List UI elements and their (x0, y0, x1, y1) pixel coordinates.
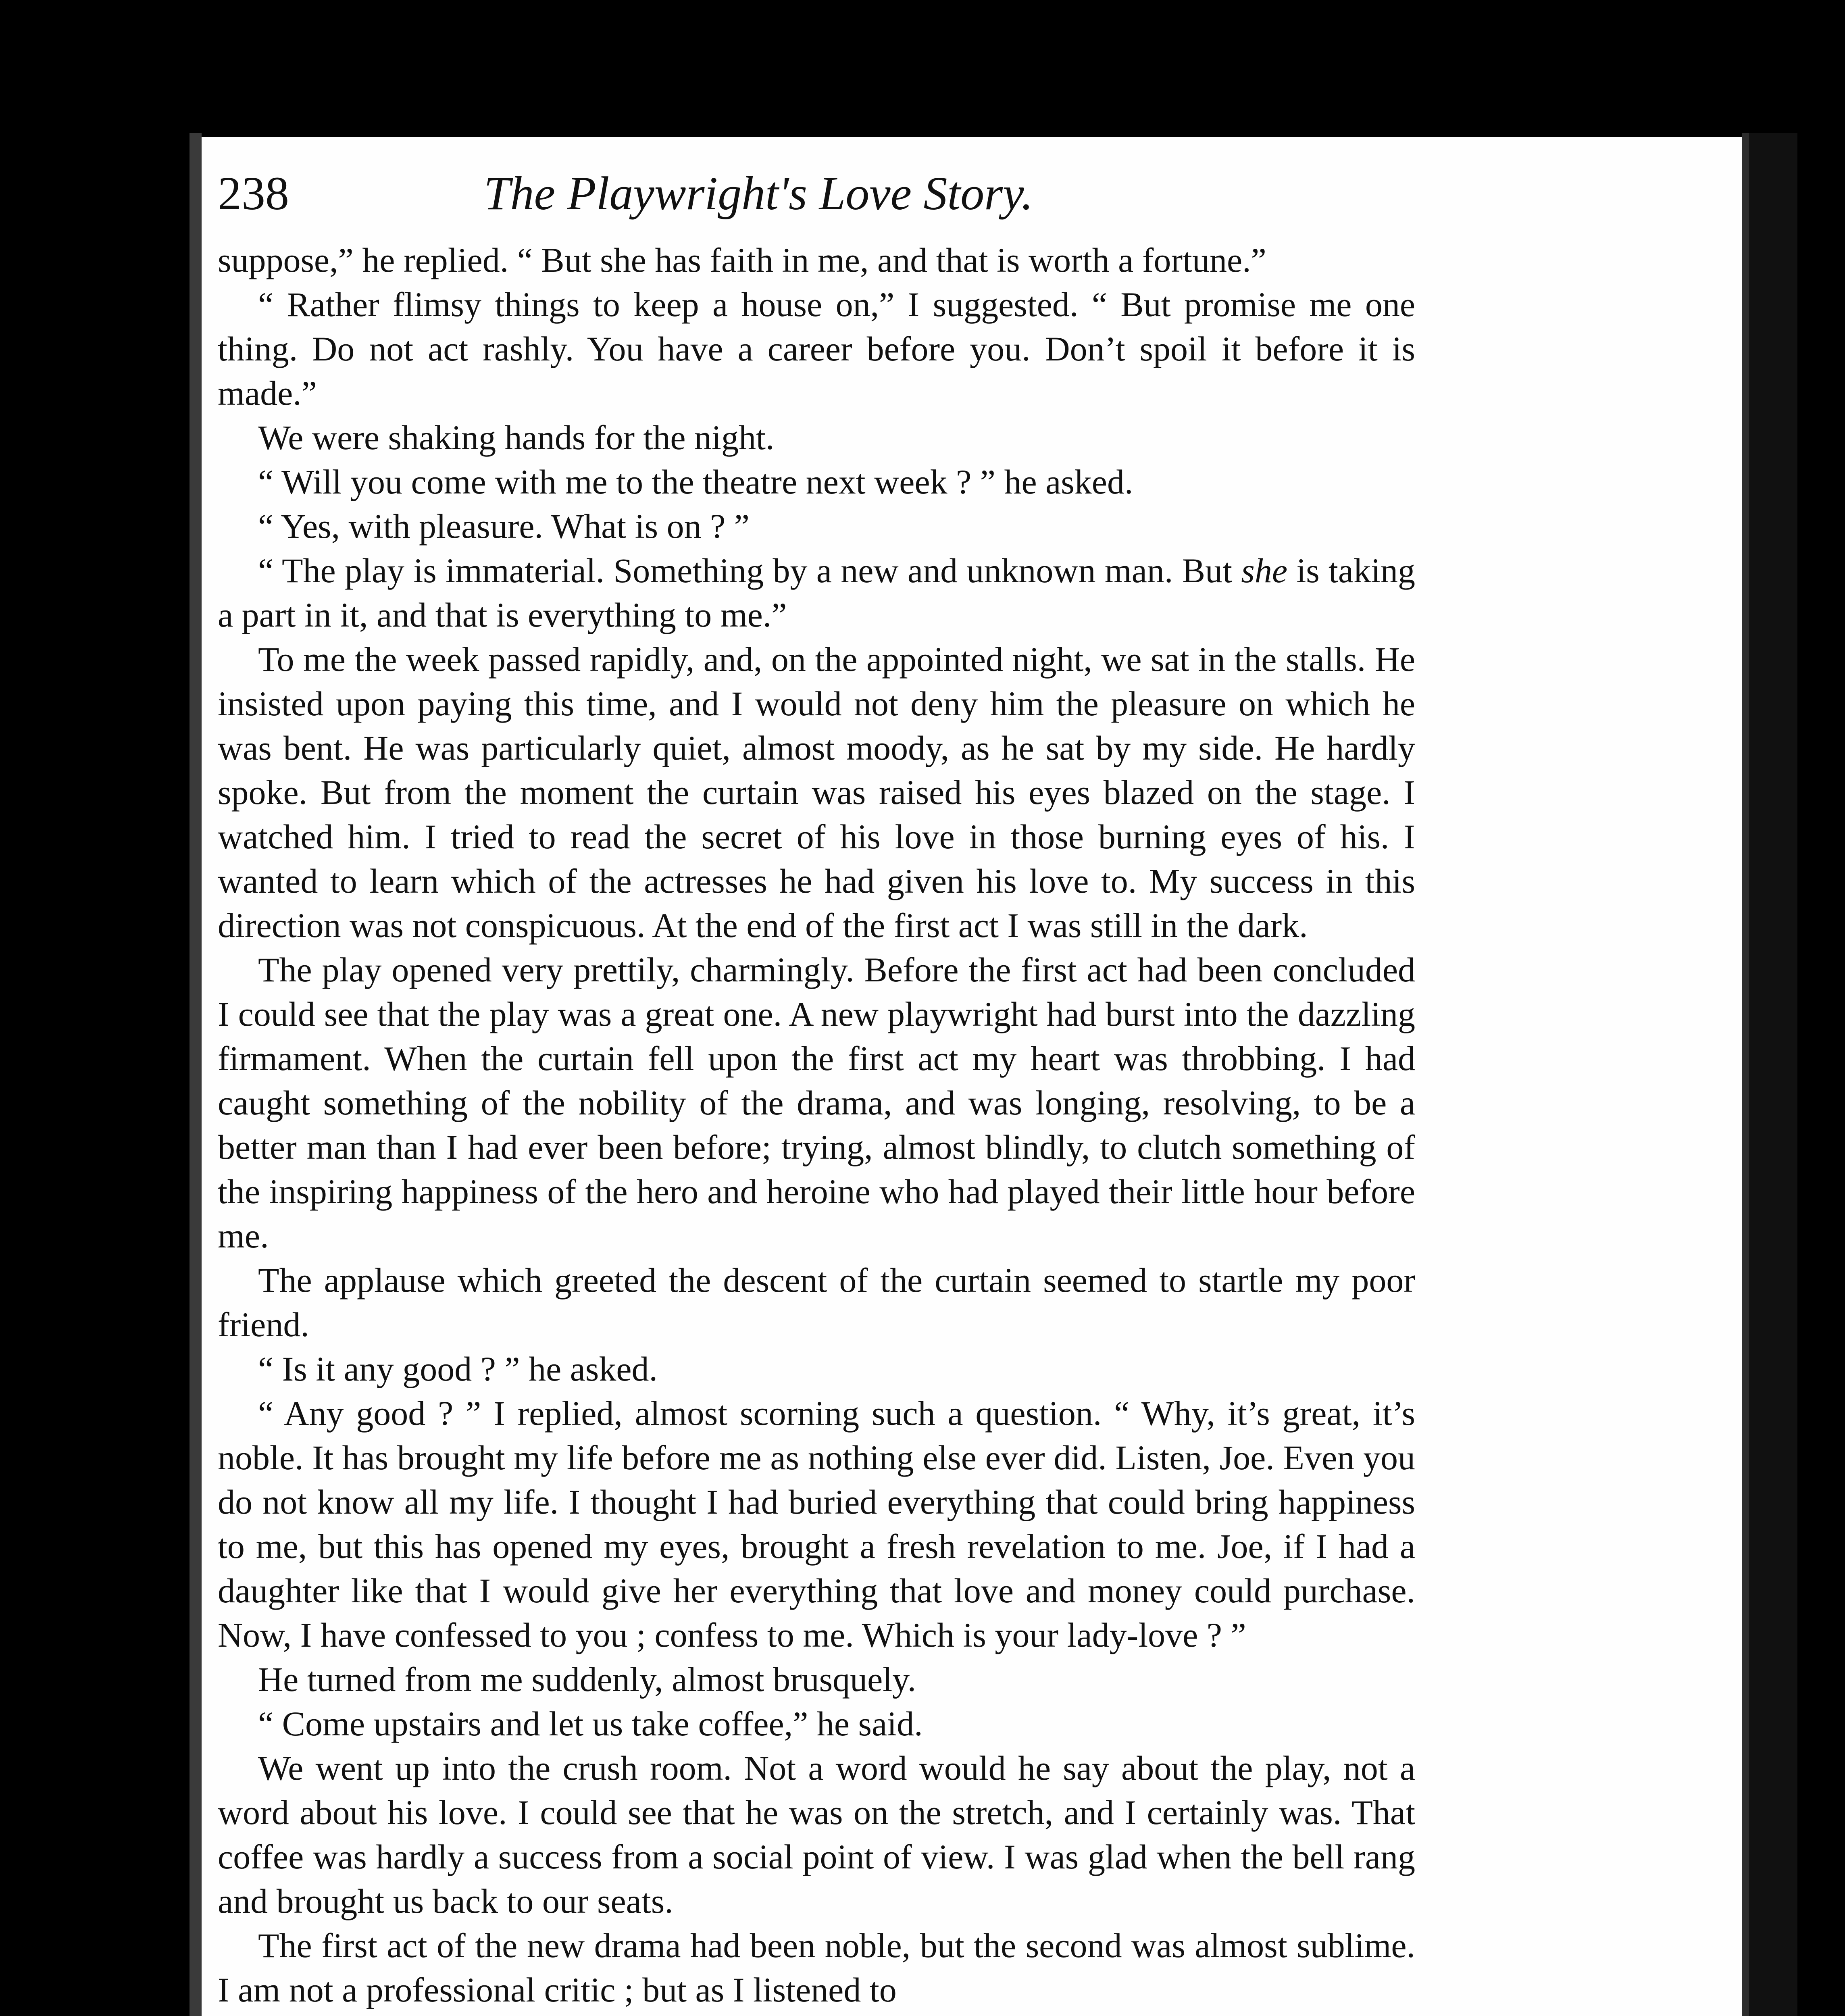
paragraph: The applause which greeted the descent of the curtain seemed to startle my poor friend. (218, 1261, 1415, 1344)
paragraph: We were shaking hands for the night. (258, 418, 775, 457)
body-text (218, 238, 1415, 2012)
running-title: The Playwright's Love Story. (484, 167, 1033, 220)
paragraph: The first act of the new drama had been noble, but the second was almost sublime. I am not a professional critic ; but as I listened to (218, 1926, 1415, 2009)
paragraph: To me the week passed rapidly, and, on the appointed night, we sat in the stalls. He insisted upon paying this time, and I would not deny him the pleasure on which he was bent. He was particularly quiet, almost moody, as he sat by my side. He hardly spoke. But from the moment the curtain was raised his eyes blazed on the stage. I watched him. I tried to read the secret of his love in those burning eyes of his. I wanted to learn which of the actresses he had given his love to. My success in this direction was not conspicuous. At the end of the first act I was still in the dark. (218, 640, 1415, 945)
page-gutter-shadow (189, 133, 202, 2016)
paragraph: “ Yes, with pleasure. What is on ? ” (258, 507, 750, 546)
page-number: 238 (218, 167, 289, 220)
paragraph: “ Will you come with me to the theatre next week ? ” he asked. (258, 462, 1133, 501)
paragraph: “ Rather flimsy things to keep a house on,” I suggested. “ But promise me one thing. Do not act rashly. You have a career before you. Don’t spoil it before it is made.” (218, 285, 1415, 412)
paragraph: The play opened very prettily, charmingly. Before the first act had been concluded I could see that the play was a great one. A new playwright had burst into the dazzling firmament. When the curtain fell upon the first act my heart was throbbing. I had caught something of the nobility of the drama, and was longing, resolving, to be a better man than I had ever been before; trying, almost blindly, to clutch something of the inspiring happiness of the hero and heroine who had played their little hour before me. (218, 950, 1415, 1255)
paragraph-text: “ The play is immaterial. Something by a new and unknown man. But (258, 551, 1241, 590)
paragraph: “ Any good ? ” I replied, almost scorning such a question. “ Why, it’s great, it’s noble. It has brought my life before me as nothing else ever did. Listen, Joe. Even you do not know all my life. I thought I had buried everything that could bring happiness to me, but this has opened my eyes, brought a fresh revelation to me. Joe, if I had a daughter like that I would give her everything that love and money could purchase. Now, I have confessed to you ; confess to me. Which is your lady-love ? ” (218, 1394, 1415, 1654)
paragraph: He turned from me suddenly, almost brusquely. (258, 1660, 916, 1699)
paragraph: “ Is it any good ? ” he asked. (258, 1350, 658, 1388)
paragraph: suppose,” he replied. “ But she has faith in me, and that is worth a fortune.” (218, 241, 1266, 279)
paragraph (218, 548, 1415, 637)
emphasized-word: she (1241, 551, 1287, 590)
paragraph-text: is taking a part in it, and that is everything to me.” (218, 551, 1415, 634)
facing-page-edge (1742, 133, 1797, 2016)
paragraph: We went up into the crush room. Not a word would he say about the play, not a word about his love. I could see that he was on the stretch, and I certainly was. That coffee was hardly a success from a social point of view. I was glad when the bell rang and brought us back to our seats. (218, 1749, 1415, 1920)
page-header (218, 157, 1306, 230)
paragraph: “ Come upstairs and let us take coffee,” he said. (258, 1704, 923, 1743)
